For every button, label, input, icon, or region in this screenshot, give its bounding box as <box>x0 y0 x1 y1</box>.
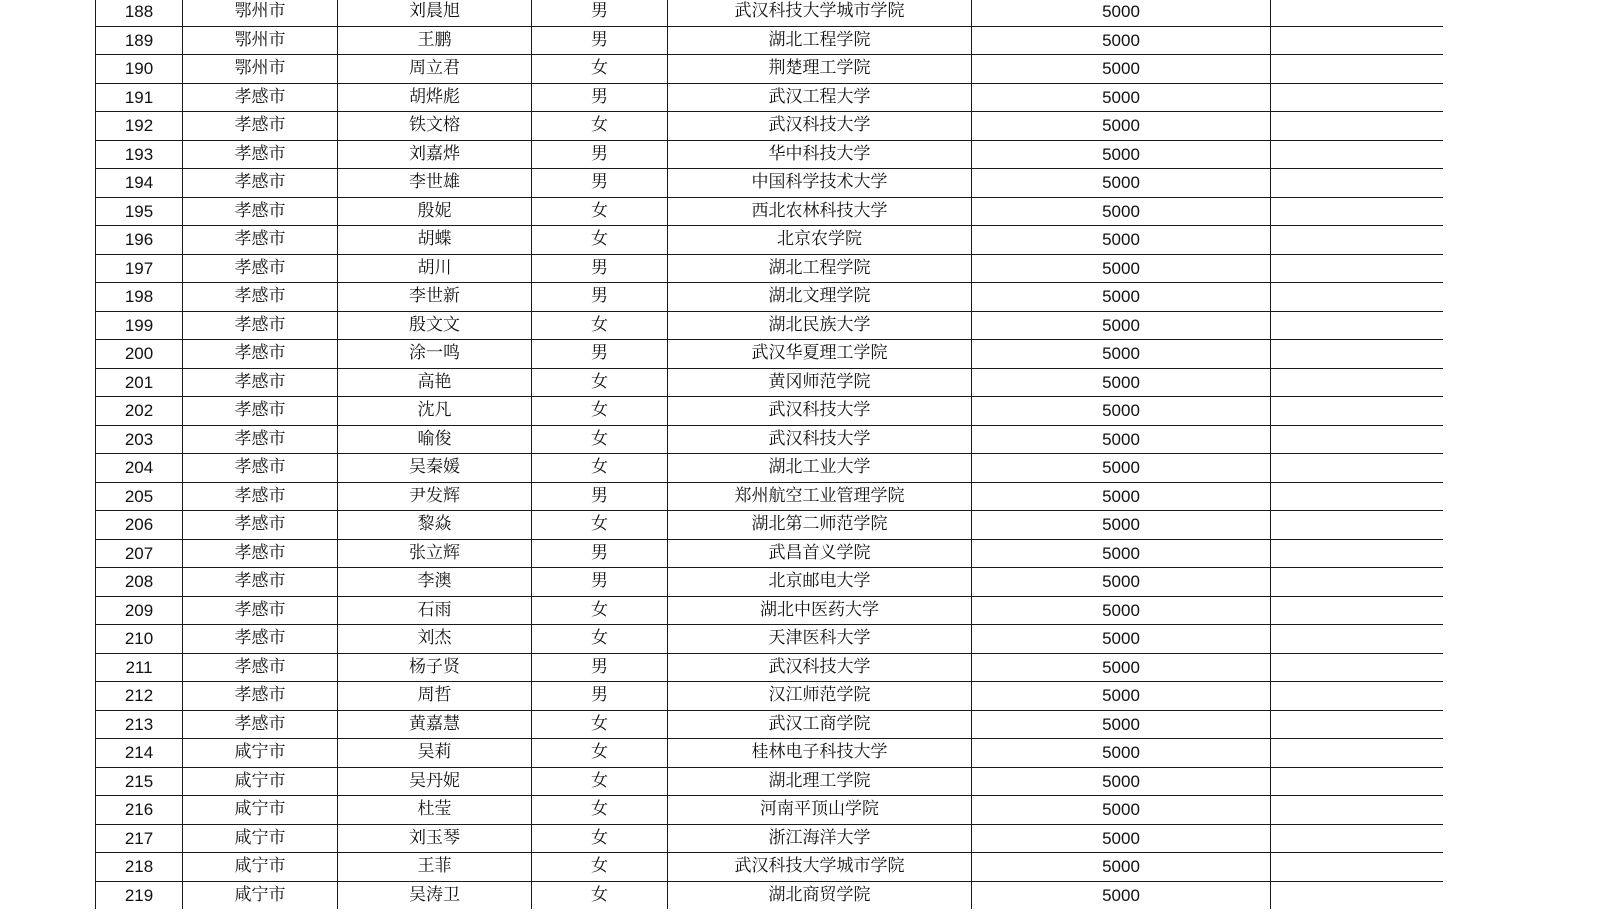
amount-cell: 5000 <box>972 568 1271 597</box>
row-number-cell: 216 <box>96 796 183 825</box>
gender-cell: 女 <box>532 112 668 141</box>
city-cell: 鄂州市 <box>183 0 338 26</box>
school-cell: 武汉科技大学城市学院 <box>668 853 972 882</box>
note-cell <box>1271 226 1444 255</box>
school-cell: 北京邮电大学 <box>668 568 972 597</box>
city-cell: 孝感市 <box>183 454 338 483</box>
note-cell <box>1271 767 1444 796</box>
amount-cell: 5000 <box>972 83 1271 112</box>
name-cell: 李澳 <box>338 568 532 597</box>
gender-cell: 男 <box>532 254 668 283</box>
name-cell: 刘杰 <box>338 625 532 654</box>
city-cell: 咸宁市 <box>183 881 338 909</box>
table-row <box>96 710 1444 739</box>
note-cell <box>1271 368 1444 397</box>
name-cell: 刘晨旭 <box>338 0 532 26</box>
school-cell: 黄冈师范学院 <box>668 368 972 397</box>
amount-cell: 5000 <box>972 625 1271 654</box>
table-row <box>96 824 1444 853</box>
row-number-cell: 219 <box>96 881 183 909</box>
school-cell: 武汉工商学院 <box>668 710 972 739</box>
city-cell: 孝感市 <box>183 368 338 397</box>
school-cell: 华中科技大学 <box>668 140 972 169</box>
amount-cell: 5000 <box>972 767 1271 796</box>
name-cell: 李世雄 <box>338 169 532 198</box>
row-number-cell: 214 <box>96 739 183 768</box>
note-cell <box>1271 397 1444 426</box>
name-cell: 吴涛卫 <box>338 881 532 909</box>
row-number-cell: 212 <box>96 682 183 711</box>
table-row <box>96 112 1444 141</box>
gender-cell: 男 <box>532 83 668 112</box>
city-cell: 孝感市 <box>183 596 338 625</box>
school-cell: 西北农林科技大学 <box>668 197 972 226</box>
name-cell: 胡蝶 <box>338 226 532 255</box>
row-number-cell: 200 <box>96 340 183 369</box>
row-number-cell: 211 <box>96 653 183 682</box>
name-cell: 刘玉琴 <box>338 824 532 853</box>
table-row <box>96 340 1444 369</box>
row-number-cell: 202 <box>96 397 183 426</box>
note-cell <box>1271 511 1444 540</box>
name-cell: 吴秦媛 <box>338 454 532 483</box>
note-cell <box>1271 653 1444 682</box>
row-number-cell: 213 <box>96 710 183 739</box>
city-cell: 孝感市 <box>183 197 338 226</box>
school-cell: 中国科学技术大学 <box>668 169 972 198</box>
school-cell: 武汉华夏理工学院 <box>668 340 972 369</box>
gender-cell: 女 <box>532 881 668 909</box>
table-row <box>96 625 1444 654</box>
city-cell: 孝感市 <box>183 710 338 739</box>
note-cell <box>1271 0 1444 26</box>
table-row <box>96 482 1444 511</box>
city-cell: 咸宁市 <box>183 739 338 768</box>
school-cell: 湖北商贸学院 <box>668 881 972 909</box>
gender-cell: 女 <box>532 853 668 882</box>
table-row <box>96 511 1444 540</box>
gender-cell: 女 <box>532 796 668 825</box>
note-cell <box>1271 55 1444 84</box>
school-cell: 湖北中医药大学 <box>668 596 972 625</box>
document-page <box>95 0 1443 912</box>
city-cell: 孝感市 <box>183 340 338 369</box>
amount-cell: 5000 <box>972 425 1271 454</box>
school-cell: 武汉工程大学 <box>668 83 972 112</box>
city-cell: 咸宁市 <box>183 824 338 853</box>
amount-cell: 5000 <box>972 881 1271 909</box>
city-cell: 孝感市 <box>183 425 338 454</box>
city-cell: 孝感市 <box>183 539 338 568</box>
note-cell <box>1271 197 1444 226</box>
row-number-cell: 194 <box>96 169 183 198</box>
note-cell <box>1271 796 1444 825</box>
table-row <box>96 454 1444 483</box>
amount-cell: 5000 <box>972 539 1271 568</box>
note-cell <box>1271 425 1444 454</box>
amount-cell: 5000 <box>972 710 1271 739</box>
table-row <box>96 83 1444 112</box>
amount-cell: 5000 <box>972 169 1271 198</box>
name-cell: 张立辉 <box>338 539 532 568</box>
gender-cell: 男 <box>532 0 668 26</box>
gender-cell: 女 <box>532 368 668 397</box>
table-row <box>96 767 1444 796</box>
city-cell: 孝感市 <box>183 511 338 540</box>
row-number-cell: 189 <box>96 26 183 55</box>
note-cell <box>1271 539 1444 568</box>
amount-cell: 5000 <box>972 482 1271 511</box>
gender-cell: 男 <box>532 482 668 511</box>
name-cell: 王鹏 <box>338 26 532 55</box>
name-cell: 石雨 <box>338 596 532 625</box>
note-cell <box>1271 169 1444 198</box>
table-row <box>96 368 1444 397</box>
school-cell: 湖北文理学院 <box>668 283 972 312</box>
note-cell <box>1271 881 1444 909</box>
row-number-cell: 196 <box>96 226 183 255</box>
note-cell <box>1271 454 1444 483</box>
city-cell: 孝感市 <box>183 625 338 654</box>
amount-cell: 5000 <box>972 368 1271 397</box>
note-cell <box>1271 283 1444 312</box>
gender-cell: 男 <box>532 653 668 682</box>
amount-cell: 5000 <box>972 340 1271 369</box>
gender-cell: 女 <box>532 454 668 483</box>
row-number-cell: 215 <box>96 767 183 796</box>
note-cell <box>1271 340 1444 369</box>
school-cell: 武汉科技大学城市学院 <box>668 0 972 26</box>
school-cell: 武汉科技大学 <box>668 112 972 141</box>
table-row <box>96 0 1444 26</box>
name-cell: 沈凡 <box>338 397 532 426</box>
row-number-cell: 193 <box>96 140 183 169</box>
row-number-cell: 197 <box>96 254 183 283</box>
note-cell <box>1271 83 1444 112</box>
name-cell: 喻俊 <box>338 425 532 454</box>
note-cell <box>1271 140 1444 169</box>
school-cell: 湖北工业大学 <box>668 454 972 483</box>
name-cell: 胡烨彪 <box>338 83 532 112</box>
school-cell: 武汉科技大学 <box>668 653 972 682</box>
roster-body <box>96 0 1444 909</box>
amount-cell: 5000 <box>972 796 1271 825</box>
row-number-cell: 192 <box>96 112 183 141</box>
amount-cell: 5000 <box>972 140 1271 169</box>
table-row <box>96 653 1444 682</box>
gender-cell: 男 <box>532 568 668 597</box>
row-number-cell: 188 <box>96 0 183 26</box>
row-number-cell: 205 <box>96 482 183 511</box>
table-row <box>96 55 1444 84</box>
name-cell: 杨子贤 <box>338 653 532 682</box>
name-cell: 周立君 <box>338 55 532 84</box>
row-number-cell: 191 <box>96 83 183 112</box>
gender-cell: 男 <box>532 340 668 369</box>
table-row <box>96 140 1444 169</box>
school-cell: 武汉科技大学 <box>668 397 972 426</box>
gender-cell: 女 <box>532 226 668 255</box>
amount-cell: 5000 <box>972 55 1271 84</box>
amount-cell: 5000 <box>972 397 1271 426</box>
note-cell <box>1271 568 1444 597</box>
row-number-cell: 210 <box>96 625 183 654</box>
gender-cell: 女 <box>532 511 668 540</box>
gender-cell: 女 <box>532 824 668 853</box>
amount-cell: 5000 <box>972 254 1271 283</box>
city-cell: 孝感市 <box>183 254 338 283</box>
table-row <box>96 539 1444 568</box>
note-cell <box>1271 853 1444 882</box>
name-cell: 殷文文 <box>338 311 532 340</box>
note-cell <box>1271 482 1444 511</box>
amount-cell: 5000 <box>972 853 1271 882</box>
name-cell: 殷妮 <box>338 197 532 226</box>
name-cell: 黄嘉慧 <box>338 710 532 739</box>
amount-cell: 5000 <box>972 682 1271 711</box>
note-cell <box>1271 254 1444 283</box>
note-cell <box>1271 710 1444 739</box>
name-cell: 刘嘉烨 <box>338 140 532 169</box>
gender-cell: 女 <box>532 55 668 84</box>
amount-cell: 5000 <box>972 739 1271 768</box>
note-cell <box>1271 824 1444 853</box>
roster-table <box>95 0 1443 909</box>
gender-cell: 女 <box>532 710 668 739</box>
city-cell: 咸宁市 <box>183 853 338 882</box>
table-row <box>96 853 1444 882</box>
table-row <box>96 26 1444 55</box>
city-cell: 孝感市 <box>183 226 338 255</box>
row-number-cell: 208 <box>96 568 183 597</box>
name-cell: 吴丹妮 <box>338 767 532 796</box>
table-row <box>96 311 1444 340</box>
school-cell: 湖北理工学院 <box>668 767 972 796</box>
amount-cell: 5000 <box>972 653 1271 682</box>
school-cell: 湖北工程学院 <box>668 26 972 55</box>
row-number-cell: 201 <box>96 368 183 397</box>
amount-cell: 5000 <box>972 454 1271 483</box>
school-cell: 湖北工程学院 <box>668 254 972 283</box>
school-cell: 湖北第二师范学院 <box>668 511 972 540</box>
school-cell: 河南平顶山学院 <box>668 796 972 825</box>
gender-cell: 男 <box>532 140 668 169</box>
name-cell: 杜莹 <box>338 796 532 825</box>
amount-cell: 5000 <box>972 511 1271 540</box>
city-cell: 孝感市 <box>183 112 338 141</box>
row-number-cell: 209 <box>96 596 183 625</box>
note-cell <box>1271 625 1444 654</box>
city-cell: 咸宁市 <box>183 767 338 796</box>
gender-cell: 女 <box>532 625 668 654</box>
city-cell: 孝感市 <box>183 283 338 312</box>
school-cell: 湖北民族大学 <box>668 311 972 340</box>
amount-cell: 5000 <box>972 0 1271 26</box>
gender-cell: 女 <box>532 596 668 625</box>
school-cell: 北京农学院 <box>668 226 972 255</box>
row-number-cell: 204 <box>96 454 183 483</box>
gender-cell: 女 <box>532 311 668 340</box>
amount-cell: 5000 <box>972 112 1271 141</box>
table-row <box>96 283 1444 312</box>
name-cell: 王菲 <box>338 853 532 882</box>
table-row <box>96 568 1444 597</box>
gender-cell: 女 <box>532 767 668 796</box>
city-cell: 鄂州市 <box>183 26 338 55</box>
row-number-cell: 206 <box>96 511 183 540</box>
gender-cell: 女 <box>532 397 668 426</box>
note-cell <box>1271 311 1444 340</box>
amount-cell: 5000 <box>972 283 1271 312</box>
amount-cell: 5000 <box>972 824 1271 853</box>
note-cell <box>1271 26 1444 55</box>
gender-cell: 女 <box>532 739 668 768</box>
row-number-cell: 190 <box>96 55 183 84</box>
table-row <box>96 739 1444 768</box>
row-number-cell: 203 <box>96 425 183 454</box>
table-row <box>96 682 1444 711</box>
name-cell: 吴莉 <box>338 739 532 768</box>
school-cell: 天津医科大学 <box>668 625 972 654</box>
table-row <box>96 254 1444 283</box>
row-number-cell: 199 <box>96 311 183 340</box>
name-cell: 铁文榕 <box>338 112 532 141</box>
city-cell: 孝感市 <box>183 397 338 426</box>
school-cell: 武汉科技大学 <box>668 425 972 454</box>
city-cell: 鄂州市 <box>183 55 338 84</box>
city-cell: 孝感市 <box>183 311 338 340</box>
city-cell: 孝感市 <box>183 682 338 711</box>
city-cell: 孝感市 <box>183 568 338 597</box>
table-row <box>96 226 1444 255</box>
city-cell: 孝感市 <box>183 140 338 169</box>
name-cell: 李世新 <box>338 283 532 312</box>
school-cell: 浙江海洋大学 <box>668 824 972 853</box>
school-cell: 武昌首义学院 <box>668 539 972 568</box>
table-row <box>96 596 1444 625</box>
table-row <box>96 169 1444 198</box>
note-cell <box>1271 596 1444 625</box>
amount-cell: 5000 <box>972 311 1271 340</box>
amount-cell: 5000 <box>972 226 1271 255</box>
name-cell: 周哲 <box>338 682 532 711</box>
name-cell: 胡川 <box>338 254 532 283</box>
school-cell: 郑州航空工业管理学院 <box>668 482 972 511</box>
table-row <box>96 881 1444 909</box>
row-number-cell: 198 <box>96 283 183 312</box>
school-cell: 荆楚理工学院 <box>668 55 972 84</box>
amount-cell: 5000 <box>972 26 1271 55</box>
row-number-cell: 217 <box>96 824 183 853</box>
city-cell: 孝感市 <box>183 653 338 682</box>
gender-cell: 女 <box>532 425 668 454</box>
row-number-cell: 207 <box>96 539 183 568</box>
row-number-cell: 218 <box>96 853 183 882</box>
row-number-cell: 195 <box>96 197 183 226</box>
note-cell <box>1271 739 1444 768</box>
note-cell <box>1271 682 1444 711</box>
table-row <box>96 197 1444 226</box>
city-cell: 咸宁市 <box>183 796 338 825</box>
table-row <box>96 425 1444 454</box>
note-cell <box>1271 112 1444 141</box>
gender-cell: 男 <box>532 26 668 55</box>
city-cell: 孝感市 <box>183 83 338 112</box>
amount-cell: 5000 <box>972 197 1271 226</box>
gender-cell: 女 <box>532 197 668 226</box>
school-cell: 汉江师范学院 <box>668 682 972 711</box>
name-cell: 涂一鸣 <box>338 340 532 369</box>
city-cell: 孝感市 <box>183 482 338 511</box>
amount-cell: 5000 <box>972 596 1271 625</box>
table-row <box>96 796 1444 825</box>
gender-cell: 男 <box>532 283 668 312</box>
city-cell: 孝感市 <box>183 169 338 198</box>
school-cell: 桂林电子科技大学 <box>668 739 972 768</box>
gender-cell: 男 <box>532 169 668 198</box>
table-row <box>96 397 1444 426</box>
gender-cell: 男 <box>532 682 668 711</box>
gender-cell: 男 <box>532 539 668 568</box>
name-cell: 黎焱 <box>338 511 532 540</box>
name-cell: 尹发辉 <box>338 482 532 511</box>
name-cell: 高艳 <box>338 368 532 397</box>
